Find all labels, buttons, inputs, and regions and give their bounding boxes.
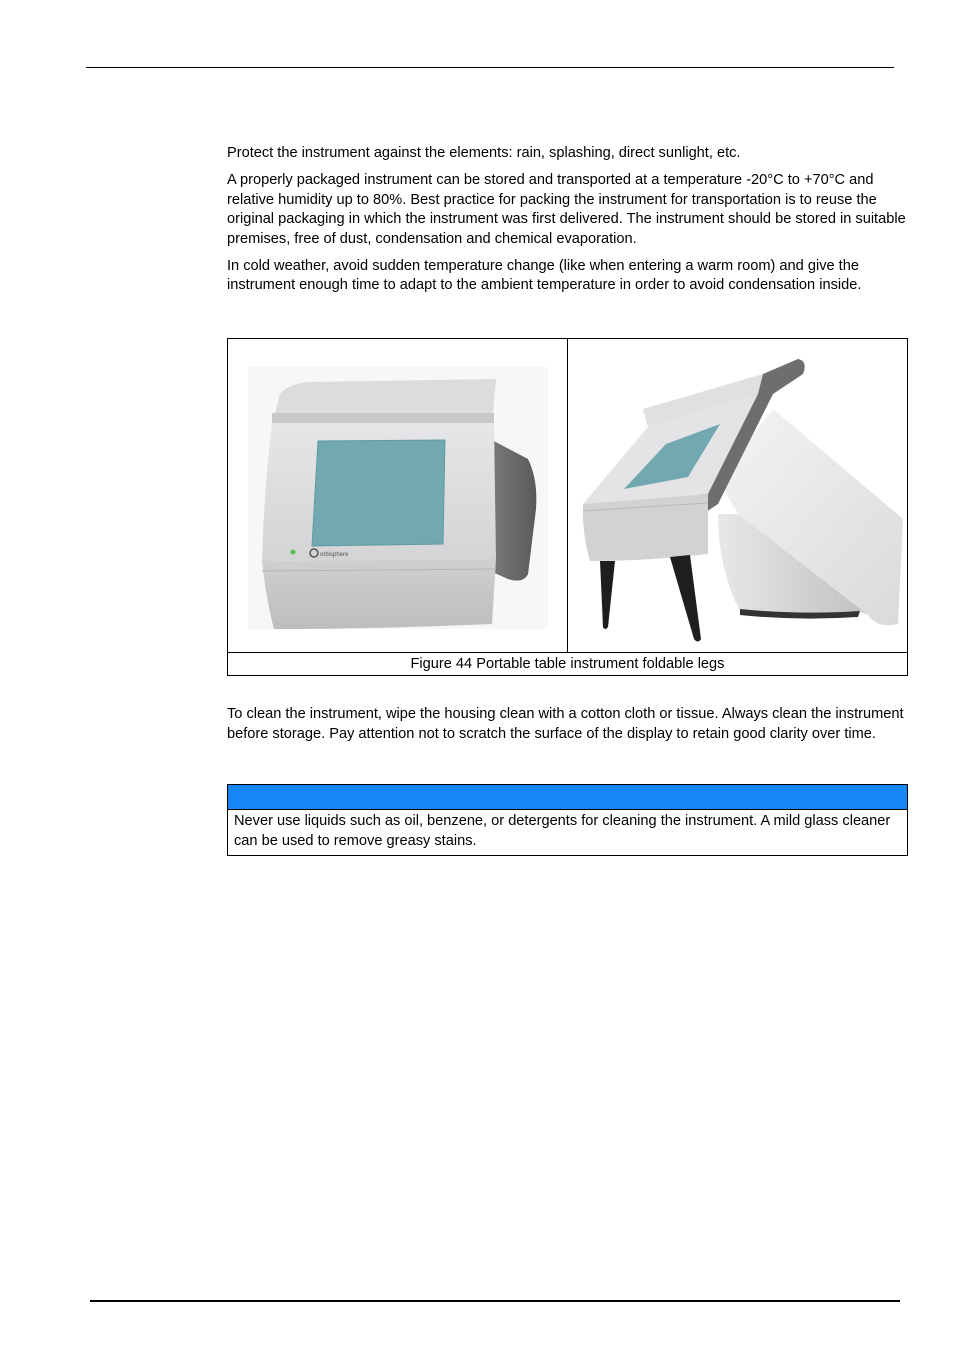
svg-text:orbisphere: orbisphere bbox=[320, 552, 349, 558]
instrument-legs-image bbox=[568, 339, 907, 652]
leg-front-left bbox=[600, 561, 615, 629]
notice-header-bar bbox=[228, 785, 907, 810]
paragraph-storage: A properly packaged instrument can be stored and transported at a temperature -20°C to +70°C and relative humidity up to 80%. Best practice for packing the instrument for transportation is to reuse the original packaging in which the instrument was first delivered. The instrument should be stored in suitable premises, free of dust, condensation and chemical evaporation. bbox=[227, 172, 906, 247]
storage-section bbox=[227, 144, 909, 303]
leg-front-right bbox=[670, 555, 701, 642]
paragraph-protect: Protect the instrument against the elements: rain, splashing, direct sunlight, etc. bbox=[227, 145, 741, 161]
notice-body: Never use liquids such as oil, benzene, or detergents for cleaning the instrument. A mild glass cleaner can be used to remove greasy stains. bbox=[234, 813, 891, 849]
header-rule bbox=[86, 67, 894, 68]
instrument-front-image bbox=[228, 339, 568, 652]
paragraph-cold-weather: In cold weather, avoid sudden temperature change (like when entering a warm room) and give the instrument enough time to adapt to the ambient temperature in order to avoid condensation inside. bbox=[227, 257, 862, 293]
paragraph-cleaning: To clean the instrument, wipe the housing clean with a cotton cloth or tissue. Always clean the instrument before storage. Pay attention not to scratch the surface of the display to retain good clarity over time. bbox=[227, 706, 904, 742]
figure-44 bbox=[227, 338, 908, 676]
footer-rule bbox=[90, 1300, 900, 1302]
figure-caption: Figure 44 Portable table instrument foldable legs bbox=[228, 652, 907, 676]
status-led-icon bbox=[291, 550, 296, 555]
notice-box bbox=[227, 784, 908, 856]
